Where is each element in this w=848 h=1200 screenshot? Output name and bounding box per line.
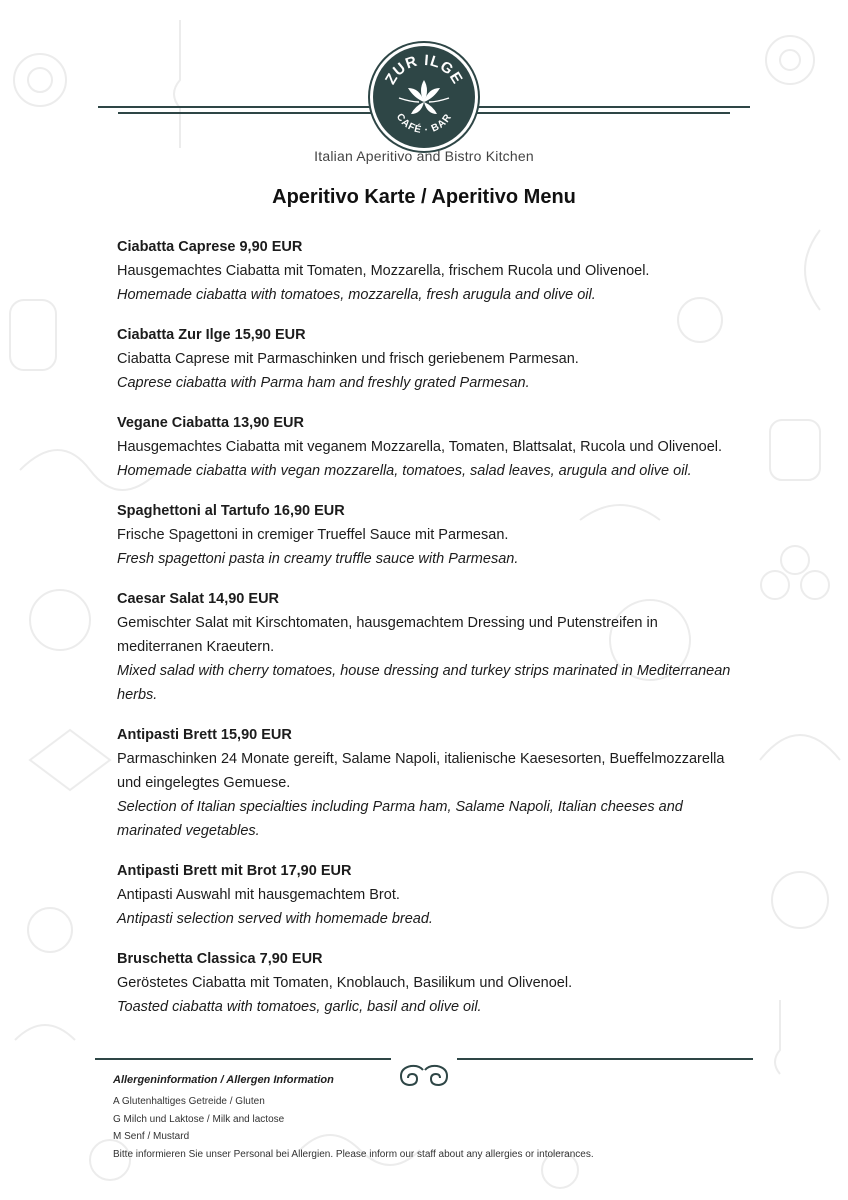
menu-item-description-de: Gemischter Salat mit Kirschtomaten, hausgemachtem Dressing und Putenstreifen in mediterranen Kraeutern.	[117, 615, 658, 655]
menu-title: Aperitivo Karte / Aperitivo Menu	[272, 186, 576, 208]
menu-item-name: Antipasti Brett mit Brot 17,90 EUR	[117, 863, 352, 879]
menu-item-description-de: Antipasti Auswahl mit hausgemachtem Brot.	[117, 887, 400, 903]
allergen-title: Allergeninformation / Allergen Information	[113, 1074, 334, 1086]
menu-item	[117, 859, 737, 931]
menu-item	[117, 411, 737, 483]
menu-item-name: Antipasti Brett 15,90 EUR	[117, 727, 292, 743]
menu-item-description-de: Frische Spagettoni in cremiger Trueffel Sauce mit Parmesan.	[117, 527, 509, 543]
footer-rule-right	[457, 1058, 753, 1060]
menu-item-description-de: Geröstetes Ciabatta mit Tomaten, Knoblauch, Basilikum und Olivenoel.	[117, 975, 573, 991]
logo-badge	[373, 46, 475, 148]
flower-icon	[399, 80, 449, 114]
allergen-notice: Bitte informieren Sie unser Personal bei Allergien. Please inform our staff about any allergies or intolerances.	[113, 1148, 594, 1160]
menu-item-description-de: Ciabatta Caprese mit Parmaschinken und frisch geriebenem Parmesan.	[117, 351, 579, 367]
menu-list	[117, 235, 737, 1035]
menu-item-name: Spaghettoni al Tartufo 16,90 EUR	[117, 503, 345, 519]
menu-item-description-de: Parmaschinken 24 Monate gereift, Salame Napoli, italienische Kaesesorten, Bueffelmozzarella und eingelegtes Gemuese.	[117, 751, 725, 791]
header-rule-left-top	[98, 106, 373, 108]
allergen-list	[113, 1093, 594, 1163]
menu-item-description-en: Mixed salad with cherry tomatoes, house dressing and turkey strips marinated in Mediterranean herbs.	[117, 663, 731, 703]
menu-item	[117, 235, 737, 307]
menu-item-name: Bruschetta Classica 7,90 EUR	[117, 951, 323, 967]
menu-item	[117, 723, 737, 843]
allergen-line: A Glutenhaltiges Getreide / Gluten	[113, 1096, 265, 1107]
menu-item-name: Ciabatta Caprese 9,90 EUR	[117, 239, 303, 255]
allergen-line: G Milch und Laktose / Milk and lactose	[113, 1113, 285, 1125]
footer-rule-left	[95, 1058, 391, 1060]
header-rule-left-bottom	[118, 112, 373, 114]
header-rule-right-top	[475, 106, 750, 108]
menu-item-name: Ciabatta Zur Ilge 15,90 EUR	[117, 327, 306, 343]
menu-item-description-de: Hausgemachtes Ciabatta mit veganem Mozzarella, Tomaten, Blattsalat, Rucola und Olivenoel.	[117, 439, 723, 455]
header-rule-right-bottom	[475, 112, 730, 114]
menu-item-name: Caesar Salat 14,90 EUR	[117, 591, 280, 607]
menu-item	[117, 323, 737, 395]
menu-item	[117, 947, 737, 1019]
menu-item-description-en: Homemade ciabatta with vegan mozzarella, tomatoes, salad leaves, arugula and olive oil.	[117, 463, 692, 479]
menu-item-description-en: Toasted ciabatta with tomatoes, garlic, basil and olive oil.	[117, 999, 482, 1015]
logo-graphic	[373, 46, 475, 148]
menu-item	[117, 499, 737, 571]
restaurant-subtitle: Italian Aperitivo and Bistro Kitchen	[314, 148, 534, 164]
menu-item-description-en: Antipasti selection served with homemade bread.	[117, 911, 433, 927]
menu-item-description-en: Fresh spagettoni pasta in creamy truffle sauce with Parmesan.	[117, 551, 519, 567]
menu-item-description-de: Hausgemachtes Ciabatta mit Tomaten, Mozzarella, frischem Rucola und Olivenoel.	[117, 263, 650, 279]
logo-tagline: CAFÉ · BAR	[393, 111, 455, 137]
menu-item-description-en: Selection of Italian specialties including Parma ham, Salame Napoli, Italian cheeses and marinated vegetables.	[117, 799, 683, 839]
logo-name: ZUR ILGE	[381, 51, 467, 88]
allergen-line: M Senf / Mustard	[113, 1131, 190, 1142]
menu-item-description-en: Homemade ciabatta with tomatoes, mozzarella, fresh arugula and olive oil.	[117, 287, 596, 303]
menu-item-name: Vegane Ciabatta 13,90 EUR	[117, 415, 304, 431]
menu-item	[117, 587, 737, 707]
scroll-ornament-icon	[393, 1064, 455, 1088]
menu-item-description-en: Caprese ciabatta with Parma ham and freshly grated Parmesan.	[117, 375, 530, 391]
